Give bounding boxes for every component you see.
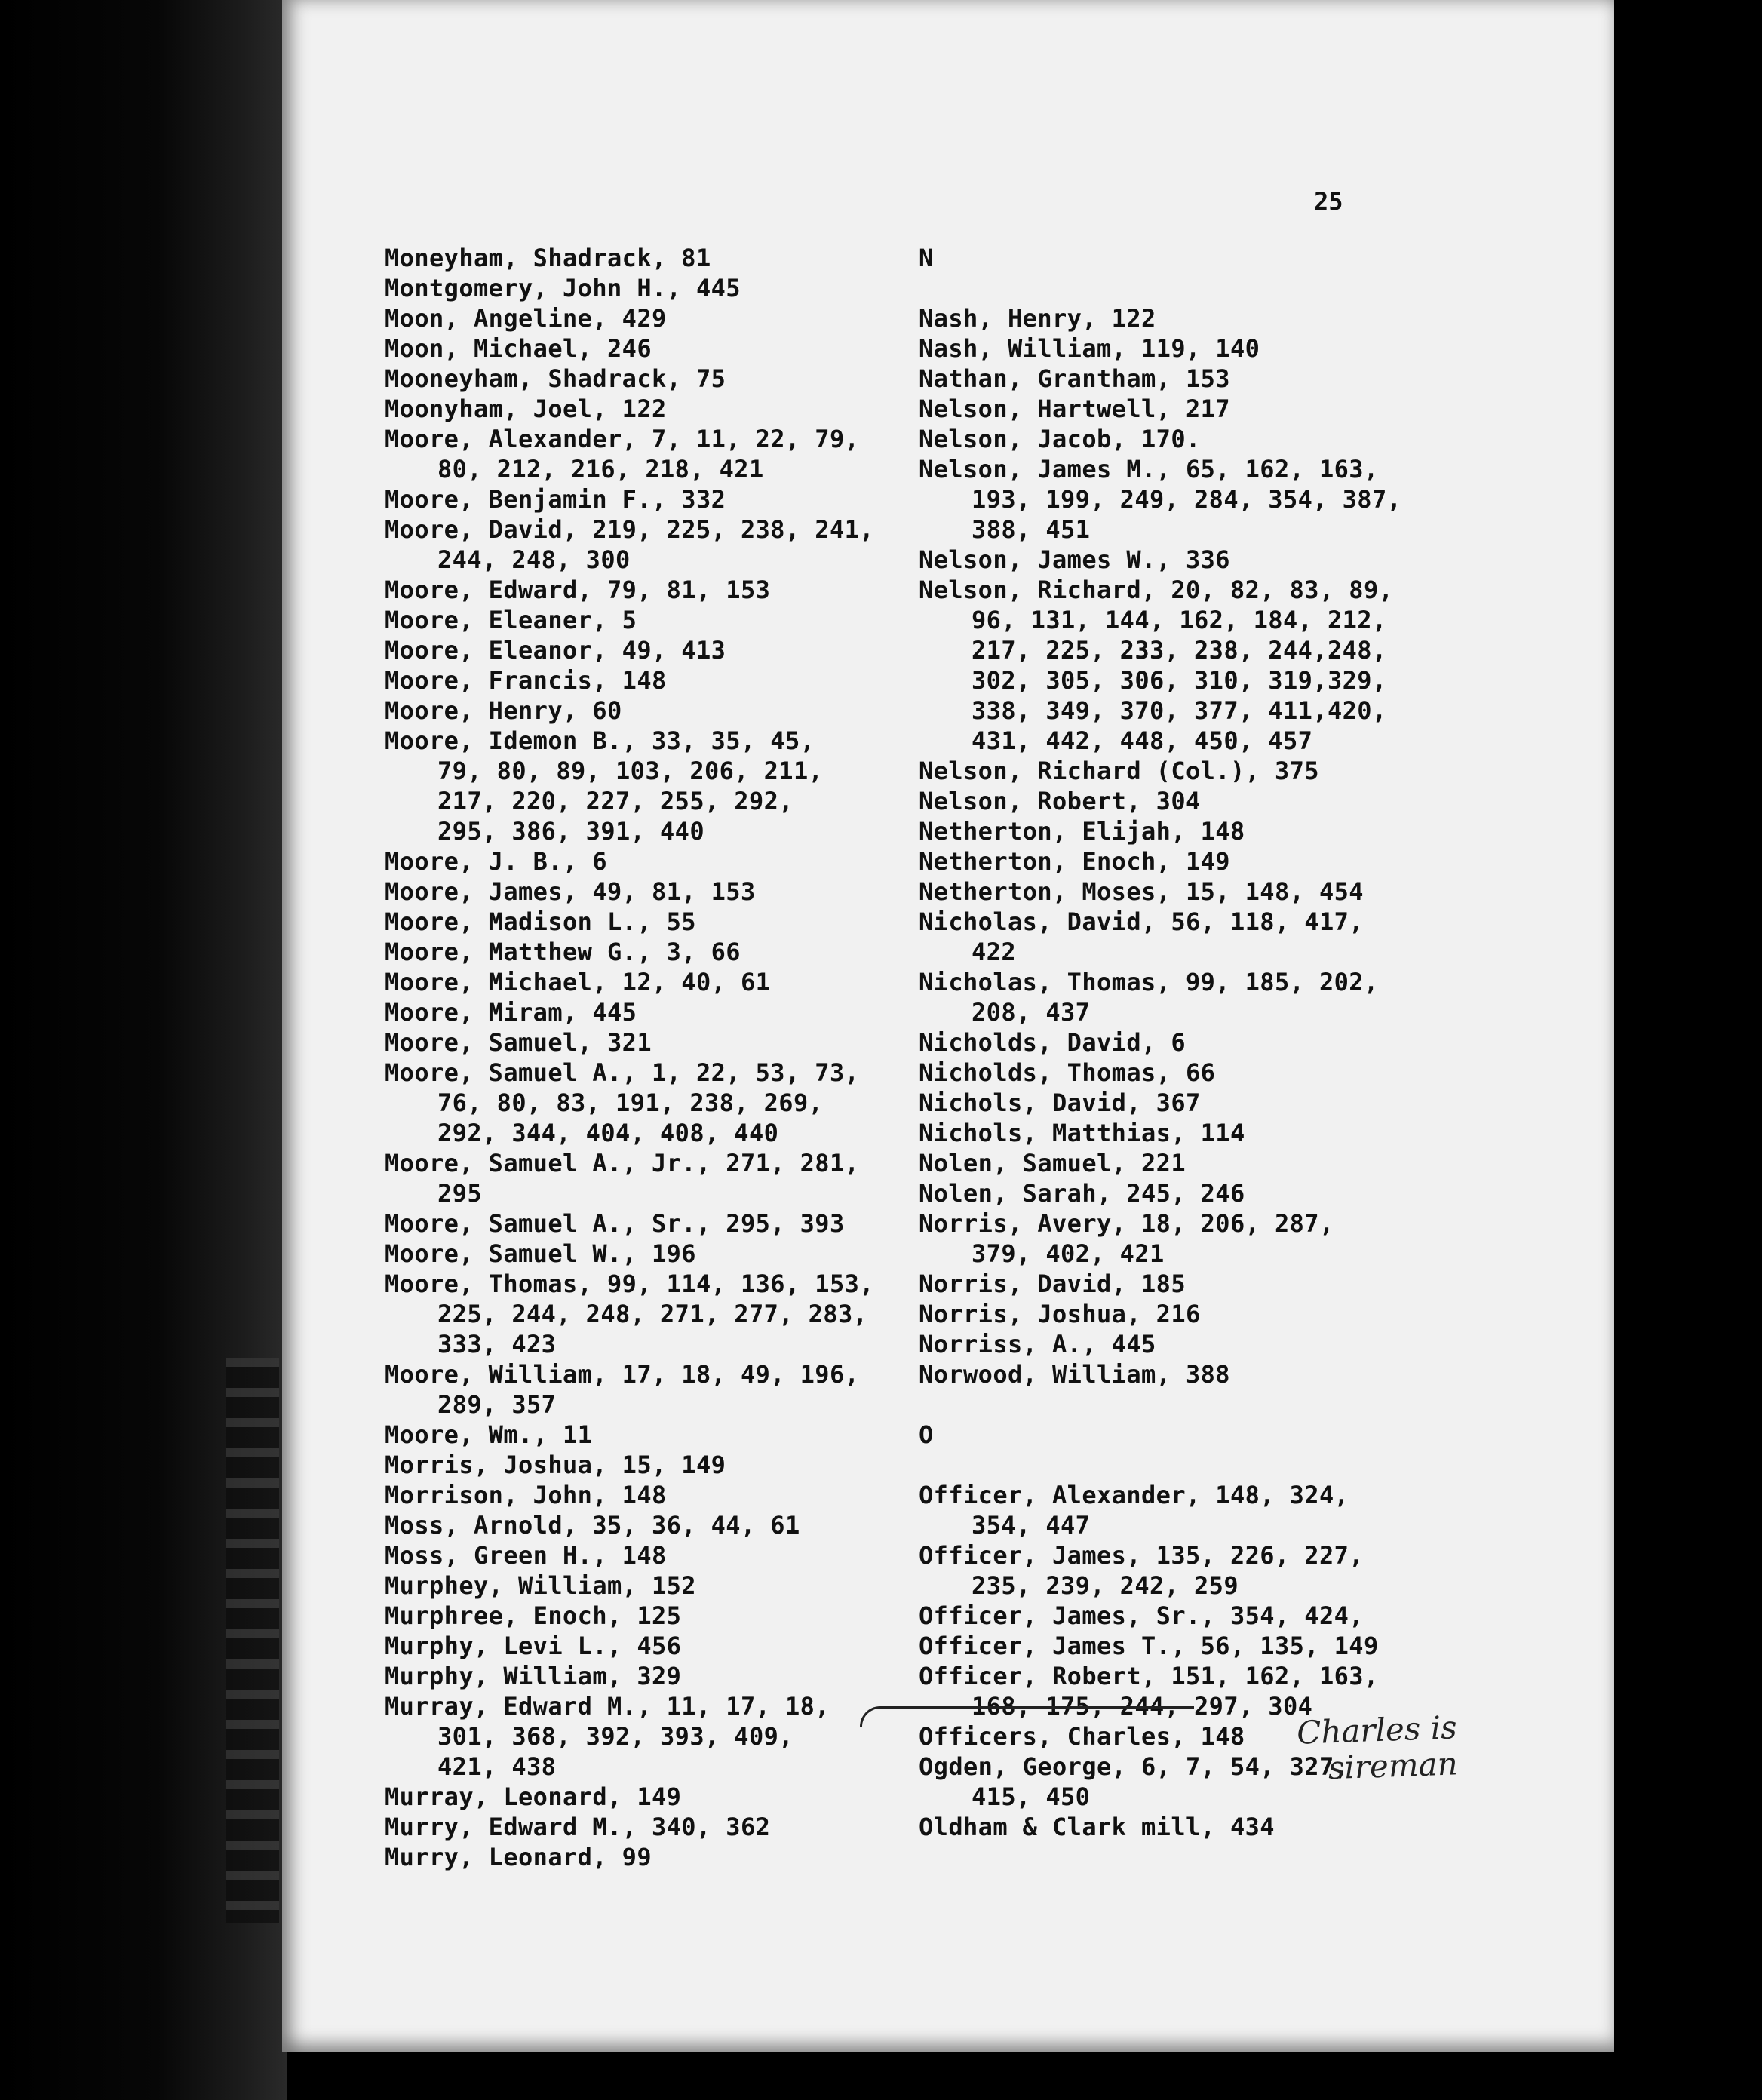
index-entry: [385, 424, 860, 484]
index-entry-name: Norris, David, 185: [919, 1270, 1186, 1298]
index-entry: [919, 1027, 1401, 1058]
index-entry: [385, 635, 852, 665]
index-entry-continuation: 292, 344, 404, 408, 440: [437, 1119, 779, 1147]
section-letter-o: O: [919, 1420, 934, 1449]
index-entry-name: Netherton, Moses, 15, 148, 454: [919, 877, 1364, 906]
index-entry-continuation: 415, 450: [972, 1782, 1091, 1811]
index-entry: [385, 997, 852, 1027]
index-entry-name: Netherton, Enoch, 149: [919, 847, 1230, 876]
index-entry: [385, 1420, 852, 1450]
index-entry-name: Moore, Matthew G., 3, 66: [385, 938, 741, 966]
index-entry-name: Morris, Joshua, 15, 149: [385, 1451, 726, 1479]
index-entry: [385, 937, 852, 967]
index-entry: [385, 1570, 852, 1601]
index-entry-name: Murray, Edward M., 11, 17, 18,: [385, 1692, 830, 1721]
index-entry-continuation: 80, 212, 216, 218, 421: [437, 455, 764, 484]
index-entry-name: Nichols, David, 367: [919, 1088, 1201, 1117]
index-entry-name: Nolen, Samuel, 221: [919, 1149, 1186, 1177]
index-entry-name: Nelson, Jacob, 170.: [919, 425, 1201, 453]
index-entry: [385, 1540, 852, 1570]
index-entry: [385, 967, 852, 997]
index-entry: [919, 394, 1401, 424]
index-entry-name: Nolen, Sarah, 245, 246: [919, 1179, 1245, 1208]
index-entry-name: Nichols, Matthias, 114: [919, 1119, 1245, 1147]
index-entry-name: Nelson, Richard (Col.), 375: [919, 757, 1319, 785]
index-entry-name: Moore, Francis, 148: [385, 666, 667, 695]
index-entry: [385, 1480, 852, 1510]
index-entry: [919, 967, 1401, 1027]
index-entry-name: Moon, Michael, 246: [385, 334, 652, 363]
index-entry-name: Murphy, William, 329: [385, 1662, 682, 1690]
index-entry-continuation: 235, 239, 242, 259: [972, 1571, 1239, 1600]
index-entry-name: Moore, Wm., 11: [385, 1420, 593, 1449]
index-entry: [919, 1088, 1401, 1118]
index-entry-name: Moore, Benjamin F., 332: [385, 485, 726, 514]
index-entry-name: Moore, Samuel A., Jr., 271, 281,: [385, 1149, 860, 1177]
index-entry-name: Nelson, James M., 65, 162, 163,: [919, 455, 1379, 484]
page-number: 25: [1314, 187, 1343, 216]
index-entry-name: Moore, Miram, 445: [385, 998, 637, 1027]
index-entry-name: Officer, James, 135, 226, 227,: [919, 1541, 1364, 1570]
index-entry: [919, 1359, 1401, 1389]
index-entry: [919, 907, 1401, 967]
index-entry-continuation: 295, 386, 391, 440: [437, 817, 704, 846]
index-entry: [919, 1812, 1401, 1842]
index-entry: [919, 756, 1401, 786]
index-entry-name: Moore, Thomas, 99, 114, 136, 153,: [385, 1270, 874, 1298]
index-entry: [385, 877, 852, 907]
index-entry-name: Norris, Joshua, 216: [919, 1300, 1201, 1328]
index-entry-name: Mooneyham, Shadrack, 75: [385, 364, 726, 393]
index-entry: [385, 1661, 852, 1691]
index-entry-name: Moore, William, 17, 18, 49, 196,: [385, 1360, 860, 1389]
index-entry-name: Moore, Samuel A., Sr., 295, 393: [385, 1209, 845, 1238]
index-entry-name: Moss, Arnold, 35, 36, 44, 61: [385, 1511, 800, 1540]
handwritten-bracket: [860, 1706, 1194, 1727]
index-entry-name: Nelson, Hartwell, 217: [919, 395, 1230, 423]
index-entry: [919, 816, 1401, 846]
index-entry-continuation: 225, 244, 248, 271, 277, 283,: [437, 1300, 868, 1328]
index-entry: [919, 1329, 1401, 1359]
index-entry: [385, 1208, 852, 1239]
index-entry: [385, 514, 874, 575]
index-column-left: [385, 243, 874, 1872]
index-entry-name: Murry, Edward M., 340, 362: [385, 1813, 771, 1841]
index-entry: [919, 1480, 1401, 1540]
index-entry-name: Morrison, John, 148: [385, 1481, 667, 1509]
index-entry: [385, 1812, 852, 1842]
index-entry: [919, 1631, 1401, 1661]
index-entry-name: Officer, James, Sr., 354, 424,: [919, 1601, 1364, 1630]
index-entry: [385, 1601, 852, 1631]
index-entry: [919, 424, 1401, 454]
index-entry-continuation: 333, 423: [437, 1330, 557, 1359]
index-entry-name: Moore, Samuel, 321: [385, 1028, 652, 1057]
index-entry-name: Murphy, Levi L., 456: [385, 1632, 682, 1660]
index-entry-name: Norris, Avery, 18, 206, 287,: [919, 1209, 1334, 1238]
index-entry: [385, 1691, 852, 1782]
index-entry-name: Nicholds, David, 6: [919, 1028, 1186, 1057]
index-entry-name: Nathan, Grantham, 153: [919, 364, 1230, 393]
index-entry: [385, 1510, 852, 1540]
index-entry: [919, 364, 1401, 394]
index-entry-name: Moon, Angeline, 429: [385, 304, 667, 333]
index-entry: [385, 364, 852, 394]
index-entry: [385, 907, 852, 937]
index-entry: [385, 1239, 852, 1269]
index-entry-continuation: 96, 131, 144, 162, 184, 212,: [972, 606, 1387, 634]
index-entry: [919, 1178, 1401, 1208]
index-entry-name: Moore, Edward, 79, 81, 153: [385, 576, 771, 604]
index-entry: [385, 665, 852, 695]
index-entry-continuation: 431, 442, 448, 450, 457: [972, 726, 1313, 755]
index-entry-name: Murphree, Enoch, 125: [385, 1601, 682, 1630]
index-entry-name: Moore, Samuel W., 196: [385, 1239, 696, 1268]
index-entry: [919, 1058, 1401, 1088]
index-entry-name: Murphey, William, 152: [385, 1571, 696, 1600]
index-entry: [385, 1631, 852, 1661]
index-entry: [919, 1208, 1401, 1269]
index-entry-continuation: 79, 80, 89, 103, 206, 211,: [437, 757, 824, 785]
index-entry-name: Officer, James T., 56, 135, 149: [919, 1632, 1379, 1660]
index-entry: [385, 695, 852, 726]
index-entry-continuation: 421, 438: [437, 1752, 557, 1781]
index-entry-name: Nicholas, Thomas, 99, 185, 202,: [919, 968, 1379, 996]
index-entry-name: Moore, J. B., 6: [385, 847, 607, 876]
index-entry: [385, 575, 852, 605]
index-entry: [919, 1601, 1401, 1631]
index-entry: [919, 454, 1401, 545]
index-entry: [919, 877, 1401, 907]
index-entry: [919, 1299, 1401, 1329]
index-entry-continuation: 217, 225, 233, 238, 244,248,: [972, 636, 1387, 665]
index-entry: [385, 1842, 852, 1872]
index-entry-continuation: 388, 451: [972, 515, 1091, 544]
index-entry-continuation: 217, 220, 227, 255, 292,: [437, 787, 794, 815]
index-entry: [385, 1450, 852, 1480]
index-entry-name: Oldham & Clark mill, 434: [919, 1813, 1275, 1841]
index-entry-name: Montgomery, John H., 445: [385, 274, 741, 302]
index-entry: [385, 1782, 852, 1812]
section-n-entries: [919, 303, 1401, 1389]
index-entry: [919, 303, 1401, 333]
index-entry-continuation: 338, 349, 370, 377, 411,420,: [972, 696, 1387, 725]
index-entry-continuation: 301, 368, 392, 393, 409,: [437, 1722, 794, 1751]
index-entry-name: Officers, Charles, 148: [919, 1722, 1245, 1751]
index-entry-continuation: 289, 357: [437, 1390, 557, 1419]
index-entry: [385, 243, 852, 273]
handwritten-note: [1296, 1709, 1459, 1787]
index-entry-name: Murry, Leonard, 99: [385, 1843, 652, 1871]
index-entry: [385, 303, 852, 333]
index-entry: [919, 1118, 1401, 1148]
index-entry-name: Netherton, Elijah, 148: [919, 817, 1245, 846]
index-entry-name: Nicholds, Thomas, 66: [919, 1058, 1216, 1087]
index-entry-name: Moore, Eleaner, 5: [385, 606, 637, 634]
index-entry-name: Moore, Samuel A., 1, 22, 53, 73,: [385, 1058, 860, 1087]
index-entry: [385, 333, 852, 364]
index-entry-name: Murray, Leonard, 149: [385, 1782, 682, 1811]
index-entry-name: Nash, William, 119, 140: [919, 334, 1260, 363]
index-entry: [385, 1359, 860, 1420]
index-entry: [919, 1540, 1401, 1601]
index-entry: [385, 394, 852, 424]
index-entry-name: Moore, Alexander, 7, 11, 22, 79,: [385, 425, 860, 453]
index-entry: [919, 1148, 1401, 1178]
index-entry-continuation: 379, 402, 421: [972, 1239, 1165, 1268]
index-entry-name: Moneyham, Shadrack, 81: [385, 244, 711, 272]
index-entry: [385, 1148, 860, 1208]
index-entry: [385, 1058, 860, 1148]
index-entry-name: Nelson, Richard, 20, 82, 83, 89,: [919, 576, 1394, 604]
index-entry: [385, 484, 852, 514]
index-entry-name: Officer, Robert, 151, 162, 163,: [919, 1662, 1379, 1690]
index-column-right: [919, 243, 1401, 1842]
index-entry: [919, 1269, 1401, 1299]
index-entry-continuation: 422: [972, 938, 1016, 966]
index-entry: [385, 1269, 874, 1359]
index-entry-continuation: 208, 437: [972, 998, 1091, 1027]
index-entry-name: Moore, David, 219, 225, 238, 241,: [385, 515, 874, 544]
index-entry-name: Officer, Alexander, 148, 324,: [919, 1481, 1349, 1509]
index-entry-name: Moss, Green H., 148: [385, 1541, 667, 1570]
index-entry: [385, 1027, 852, 1058]
index-entry-name: Nash, Henry, 122: [919, 304, 1156, 333]
index-entry-name: Moore, James, 49, 81, 153: [385, 877, 756, 906]
index-entry-name: Moore, Henry, 60: [385, 696, 622, 725]
index-entry: [919, 575, 1401, 756]
index-entry: [385, 726, 852, 846]
index-entry-continuation: 193, 199, 249, 284, 354, 387,: [972, 485, 1402, 514]
index-entry-name: Norriss, A., 445: [919, 1330, 1156, 1359]
index-entry: [919, 846, 1401, 877]
index-entry-continuation: 354, 447: [972, 1511, 1091, 1540]
index-entry-name: Nelson, Robert, 304: [919, 787, 1201, 815]
section-o-entries: [919, 1480, 1401, 1842]
index-entry-name: Moore, Michael, 12, 40, 61: [385, 968, 771, 996]
index-entry-name: Moore, Eleanor, 49, 413: [385, 636, 726, 665]
index-entry: [919, 545, 1401, 575]
index-entry-continuation: 76, 80, 83, 191, 238, 269,: [437, 1088, 824, 1117]
index-entry-continuation: 244, 248, 300: [437, 545, 631, 574]
handwritten-note-line: Charles is: [1296, 1709, 1458, 1752]
section-letter-n: N: [919, 244, 934, 272]
index-entry-continuation: 295: [437, 1179, 482, 1208]
index-entry: [919, 786, 1401, 816]
index-entry-name: Moore, Madison L., 55: [385, 907, 696, 936]
index-entry-continuation: 168, 175, 244, 297, 304: [972, 1692, 1313, 1721]
page-binding-edge: [226, 1358, 279, 1923]
handwritten-note-line: sireman: [1328, 1745, 1459, 1787]
index-entry-name: Nelson, James W., 336: [919, 545, 1230, 574]
index-entry-continuation: 302, 305, 306, 310, 319,329,: [972, 666, 1387, 695]
index-entry-name: Norwood, William, 388: [919, 1360, 1230, 1389]
index-entry: [385, 273, 852, 303]
index-entry: [385, 846, 852, 877]
index-entry-name: Moore, Idemon B., 33, 35, 45,: [385, 726, 815, 755]
index-entry-name: Moonyham, Joel, 122: [385, 395, 667, 423]
section-gap: [919, 1389, 1401, 1420]
index-entry-name: Nicholas, David, 56, 118, 417,: [919, 907, 1364, 936]
index-entry: [385, 605, 852, 635]
index-entry: [919, 333, 1401, 364]
index-entry-name: Ogden, George, 6, 7, 54, 327,: [919, 1752, 1349, 1781]
